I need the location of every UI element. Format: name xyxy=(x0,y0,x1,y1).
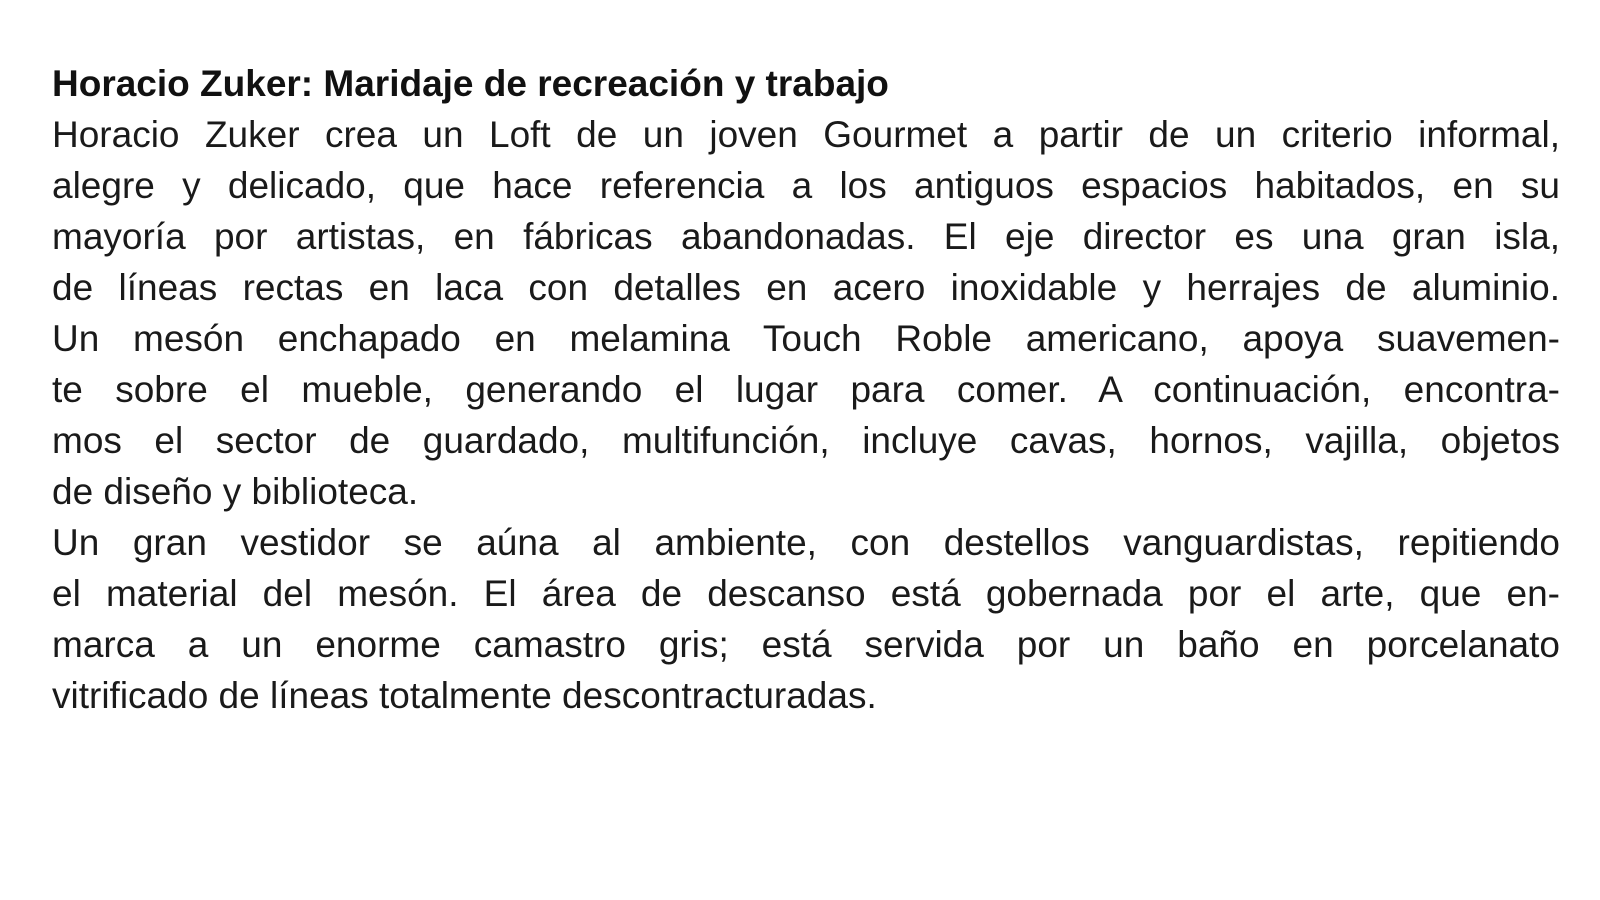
paragraph-line: Un mesón enchapado en melamina Touch Roble americano, apoya suavemen- xyxy=(52,318,1560,359)
document-title: Horacio Zuker: Maridaje de recreación y trabajo xyxy=(52,63,889,104)
paragraph-line: el material del mesón. El área de descanso está gobernada por el arte, que en- xyxy=(52,573,1560,614)
paragraph-line: de diseño y biblioteca. xyxy=(52,471,419,512)
paragraph-line: mayoría por artistas, en fábricas abandonadas. El eje director es una gran isla, xyxy=(52,216,1560,257)
document-page xyxy=(52,58,1560,721)
paragraph-line: alegre y delicado, que hace referencia a los antiguos espacios habitados, en su xyxy=(52,165,1560,206)
paragraph-line: vitrificado de líneas totalmente descontracturadas. xyxy=(52,675,877,716)
paragraph-2 xyxy=(52,517,1560,721)
paragraph-1 xyxy=(52,109,1560,517)
paragraph-line: marca a un enorme camastro gris; está servida por un baño en porcelanato xyxy=(52,624,1560,665)
paragraph-line: te sobre el mueble, generando el lugar para comer. A continuación, encontra- xyxy=(52,369,1560,410)
paragraph-line: Un gran vestidor se aúna al ambiente, con destellos vanguardistas, repitiendo xyxy=(52,522,1560,563)
paragraph-line: Horacio Zuker crea un Loft de un joven Gourmet a partir de un criterio informal, xyxy=(52,114,1560,155)
paragraph-line: de líneas rectas en laca con detalles en acero inoxidable y herrajes de aluminio. xyxy=(52,267,1560,308)
paragraph-line: mos el sector de guardado, multifunción, incluye cavas, hornos, vajilla, objetos xyxy=(52,420,1560,461)
